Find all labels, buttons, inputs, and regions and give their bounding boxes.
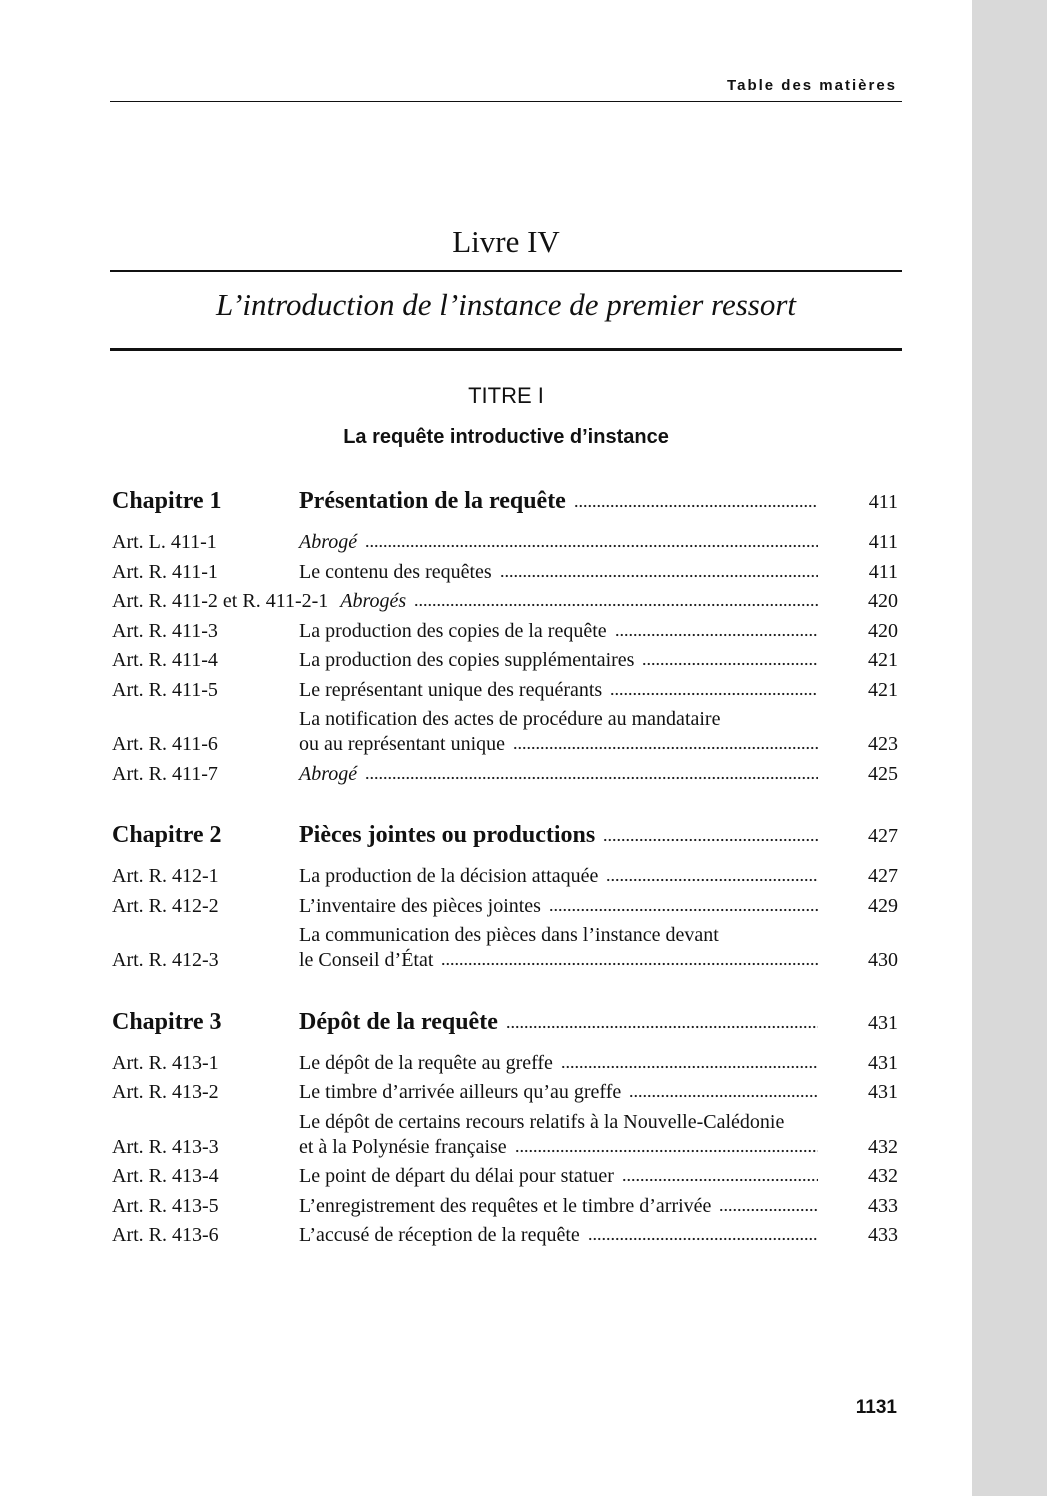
article-entry[interactable]	[112, 617, 898, 647]
article-entry[interactable]	[112, 1162, 898, 1192]
article-title-line	[299, 1135, 818, 1160]
dot-leader	[441, 956, 818, 966]
header-rule	[110, 101, 902, 102]
article-title-group	[299, 894, 818, 919]
article-title-line	[340, 589, 818, 614]
page-number: 1131	[855, 1397, 897, 1418]
article-label: Art. R. 412-3	[112, 949, 219, 972]
chapter-page: 427	[868, 825, 898, 847]
article-title-line	[299, 678, 818, 703]
article-title: Le représentant unique des requérants	[299, 678, 603, 701]
article-label: Art. R. 413-1	[112, 1051, 219, 1074]
article-label: Art. R. 412-1	[112, 865, 219, 888]
chapter-title: Pièces jointes ou productions	[299, 822, 596, 848]
article-title-group	[299, 1051, 818, 1076]
article-title-group	[299, 1223, 818, 1248]
dot-leader	[561, 1059, 818, 1069]
article-entry[interactable]	[112, 1192, 898, 1222]
chapter-label: Chapitre 2	[112, 822, 222, 848]
article-title-group	[299, 864, 818, 889]
dot-leader	[588, 1231, 818, 1241]
article-page: 433	[868, 1224, 898, 1247]
article-title: La production de la décision attaquée	[299, 865, 599, 888]
article-title-line	[299, 1194, 818, 1219]
dot-leader	[615, 627, 818, 637]
article-title-group	[299, 1080, 818, 1105]
article-label: Art. R. 411-7	[112, 762, 218, 785]
article-title-line	[299, 1223, 818, 1248]
article-label: Art. R. 411-3	[112, 619, 218, 642]
article-title: La communication des pièces dans l’instance devant	[299, 924, 719, 947]
dot-leader	[574, 498, 818, 508]
article-title: ou au représentant unique	[299, 733, 506, 756]
dot-leader	[549, 902, 818, 912]
article-label: Art. R. 413-6	[112, 1224, 219, 1247]
article-title: L’inventaire des pièces jointes	[299, 894, 541, 917]
dot-leader	[414, 597, 818, 607]
dot-leader	[610, 686, 818, 696]
livre-rule-top	[110, 270, 902, 272]
article-entry[interactable]	[112, 1108, 898, 1163]
article-title-line	[299, 1110, 818, 1135]
chapter-page: 431	[868, 1011, 898, 1034]
dot-leader	[365, 538, 818, 548]
livre-subtitle: L’introduction de l’instance de premier ressort	[215, 287, 797, 322]
article-label: Art. R. 411-2 et R. 411-2-1	[112, 590, 329, 613]
article-title: Abrogés	[340, 590, 407, 613]
article-title-line	[299, 707, 818, 732]
article-entry[interactable]	[112, 892, 898, 922]
article-title: Le contenu des requêtes	[299, 560, 492, 583]
article-label: Art. R. 413-5	[112, 1194, 219, 1217]
article-entry[interactable]	[112, 558, 898, 588]
article-entry[interactable]	[112, 760, 898, 790]
chapter-page: 411	[868, 491, 898, 513]
article-page: 421	[868, 678, 898, 701]
article-label: Art. R. 413-4	[112, 1165, 219, 1188]
chapter-title: Dépôt de la requête	[299, 1008, 498, 1035]
dot-leader	[629, 1088, 818, 1098]
titre-heading: TITRE I	[468, 383, 544, 408]
article-page: 423	[868, 733, 898, 756]
chapter-label: Chapitre 3	[112, 1008, 222, 1035]
article-title: Le dépôt de certains recours relatifs à la Nouvelle-Calédonie	[299, 1110, 785, 1133]
article-label: Art. R. 413-2	[112, 1081, 219, 1104]
livre-rule-bottom	[110, 348, 902, 351]
article-title: et à la Polynésie française	[299, 1135, 507, 1158]
chapter-title: Présentation de la requête	[299, 488, 566, 514]
article-page: 425	[868, 762, 898, 785]
article-page: 431	[868, 1081, 898, 1104]
article-entry[interactable]	[112, 676, 898, 706]
article-page: 427	[868, 865, 898, 888]
article-page: 433	[868, 1194, 898, 1217]
article-label: Art. R. 412-2	[112, 894, 219, 917]
chapter-entry[interactable]	[112, 820, 898, 850]
chapter-title-group	[299, 486, 818, 516]
article-title-line	[299, 1164, 818, 1189]
article-title: L’enregistrement des requêtes et le timbre d’arrivée	[299, 1194, 712, 1217]
dot-leader	[606, 872, 818, 882]
article-page: 420	[868, 619, 898, 642]
article-title-group	[299, 762, 818, 787]
article-page: 430	[868, 949, 898, 972]
dot-leader	[515, 1143, 818, 1153]
chapter-title-line	[299, 486, 818, 516]
dot-leader	[365, 770, 818, 780]
article-page: 432	[868, 1135, 898, 1158]
running-header: Table des matières	[727, 77, 897, 94]
article-label: Art. R. 411-5	[112, 678, 218, 701]
article-label: Art. R. 413-3	[112, 1135, 219, 1158]
article-entry[interactable]	[112, 1049, 898, 1079]
article-title-group	[299, 1194, 818, 1219]
article-title-group	[299, 530, 818, 555]
article-page: 431	[868, 1051, 898, 1074]
article-title-group	[299, 1110, 818, 1160]
page-margin-strip	[972, 0, 1047, 1496]
chapter-entry[interactable]	[112, 486, 898, 516]
article-title: Abrogé	[299, 531, 358, 554]
article-title-group	[340, 589, 818, 614]
article-title: Abrogé	[299, 762, 358, 785]
chapter-title-line	[299, 1007, 818, 1037]
article-entry[interactable]	[112, 1221, 898, 1251]
livre-title: Livre IV	[452, 224, 560, 259]
article-title-line	[299, 560, 818, 585]
article-page: 411	[868, 531, 898, 554]
article-title-group	[299, 1164, 818, 1189]
article-title-line	[299, 762, 818, 787]
table-of-contents	[112, 486, 898, 1251]
article-title: Le point de départ du délai pour statuer	[299, 1165, 614, 1188]
dot-leader	[642, 656, 818, 666]
article-title-group	[299, 560, 818, 585]
article-title: L’accusé de réception de la requête	[299, 1224, 580, 1247]
article-title-line	[299, 864, 818, 889]
dot-leader	[719, 1202, 818, 1212]
article-title-group	[299, 923, 818, 973]
article-title-line	[299, 1080, 818, 1105]
article-title: La notification des actes de procédure au mandataire	[299, 708, 721, 731]
article-title-group	[299, 648, 818, 673]
article-page: 432	[868, 1165, 898, 1188]
dot-leader	[513, 740, 818, 750]
article-page: 429	[868, 894, 898, 917]
article-title-group	[299, 678, 818, 703]
article-entry[interactable]	[112, 528, 898, 558]
article-page: 420	[868, 590, 898, 613]
article-title-line	[299, 1051, 818, 1076]
chapter-entry[interactable]	[112, 1007, 898, 1037]
article-label: Art. R. 411-4	[112, 649, 218, 672]
article-title-group	[299, 707, 818, 757]
article-title: La production des copies de la requête	[299, 619, 607, 642]
dot-leader	[622, 1172, 818, 1182]
article-label: Art. R. 411-1	[112, 560, 218, 583]
article-entry[interactable]	[112, 705, 898, 760]
article-title-line	[299, 948, 818, 973]
dot-leader	[500, 568, 818, 578]
article-title-line	[299, 648, 818, 673]
chapter-label: Chapitre 1	[112, 488, 222, 514]
article-title-line	[299, 732, 818, 757]
chapter-title-line	[299, 820, 818, 850]
article-title-line	[299, 894, 818, 919]
article-title-line	[299, 619, 818, 644]
article-entry[interactable]	[112, 862, 898, 892]
article-title-line	[299, 923, 818, 948]
article-page: 421	[868, 649, 898, 672]
article-entry[interactable]	[112, 587, 898, 617]
dot-leader	[603, 832, 818, 842]
dot-leader	[506, 1019, 818, 1029]
article-title: le Conseil d’État	[299, 949, 434, 972]
article-title: Le timbre d’arrivée ailleurs qu’au greffe	[299, 1081, 622, 1104]
article-title-group	[299, 619, 818, 644]
article-label: Art. R. 411-6	[112, 733, 218, 756]
article-label: Art. L. 411-1	[112, 531, 217, 554]
article-title: Le dépôt de la requête au greffe	[299, 1051, 553, 1074]
chapter-title-group	[299, 820, 818, 850]
chapter-title-group	[299, 1007, 818, 1037]
article-entry[interactable]	[112, 646, 898, 676]
titre-subtitle: La requête introductive d’instance	[343, 426, 669, 448]
article-page: 411	[868, 560, 898, 583]
chapter-spacer	[112, 789, 898, 820]
article-entry[interactable]	[112, 1078, 898, 1108]
article-title-line	[299, 530, 818, 555]
article-title: La production des copies supplémentaires	[299, 649, 635, 672]
chapter-spacer	[112, 976, 898, 1007]
article-entry[interactable]	[112, 921, 898, 976]
